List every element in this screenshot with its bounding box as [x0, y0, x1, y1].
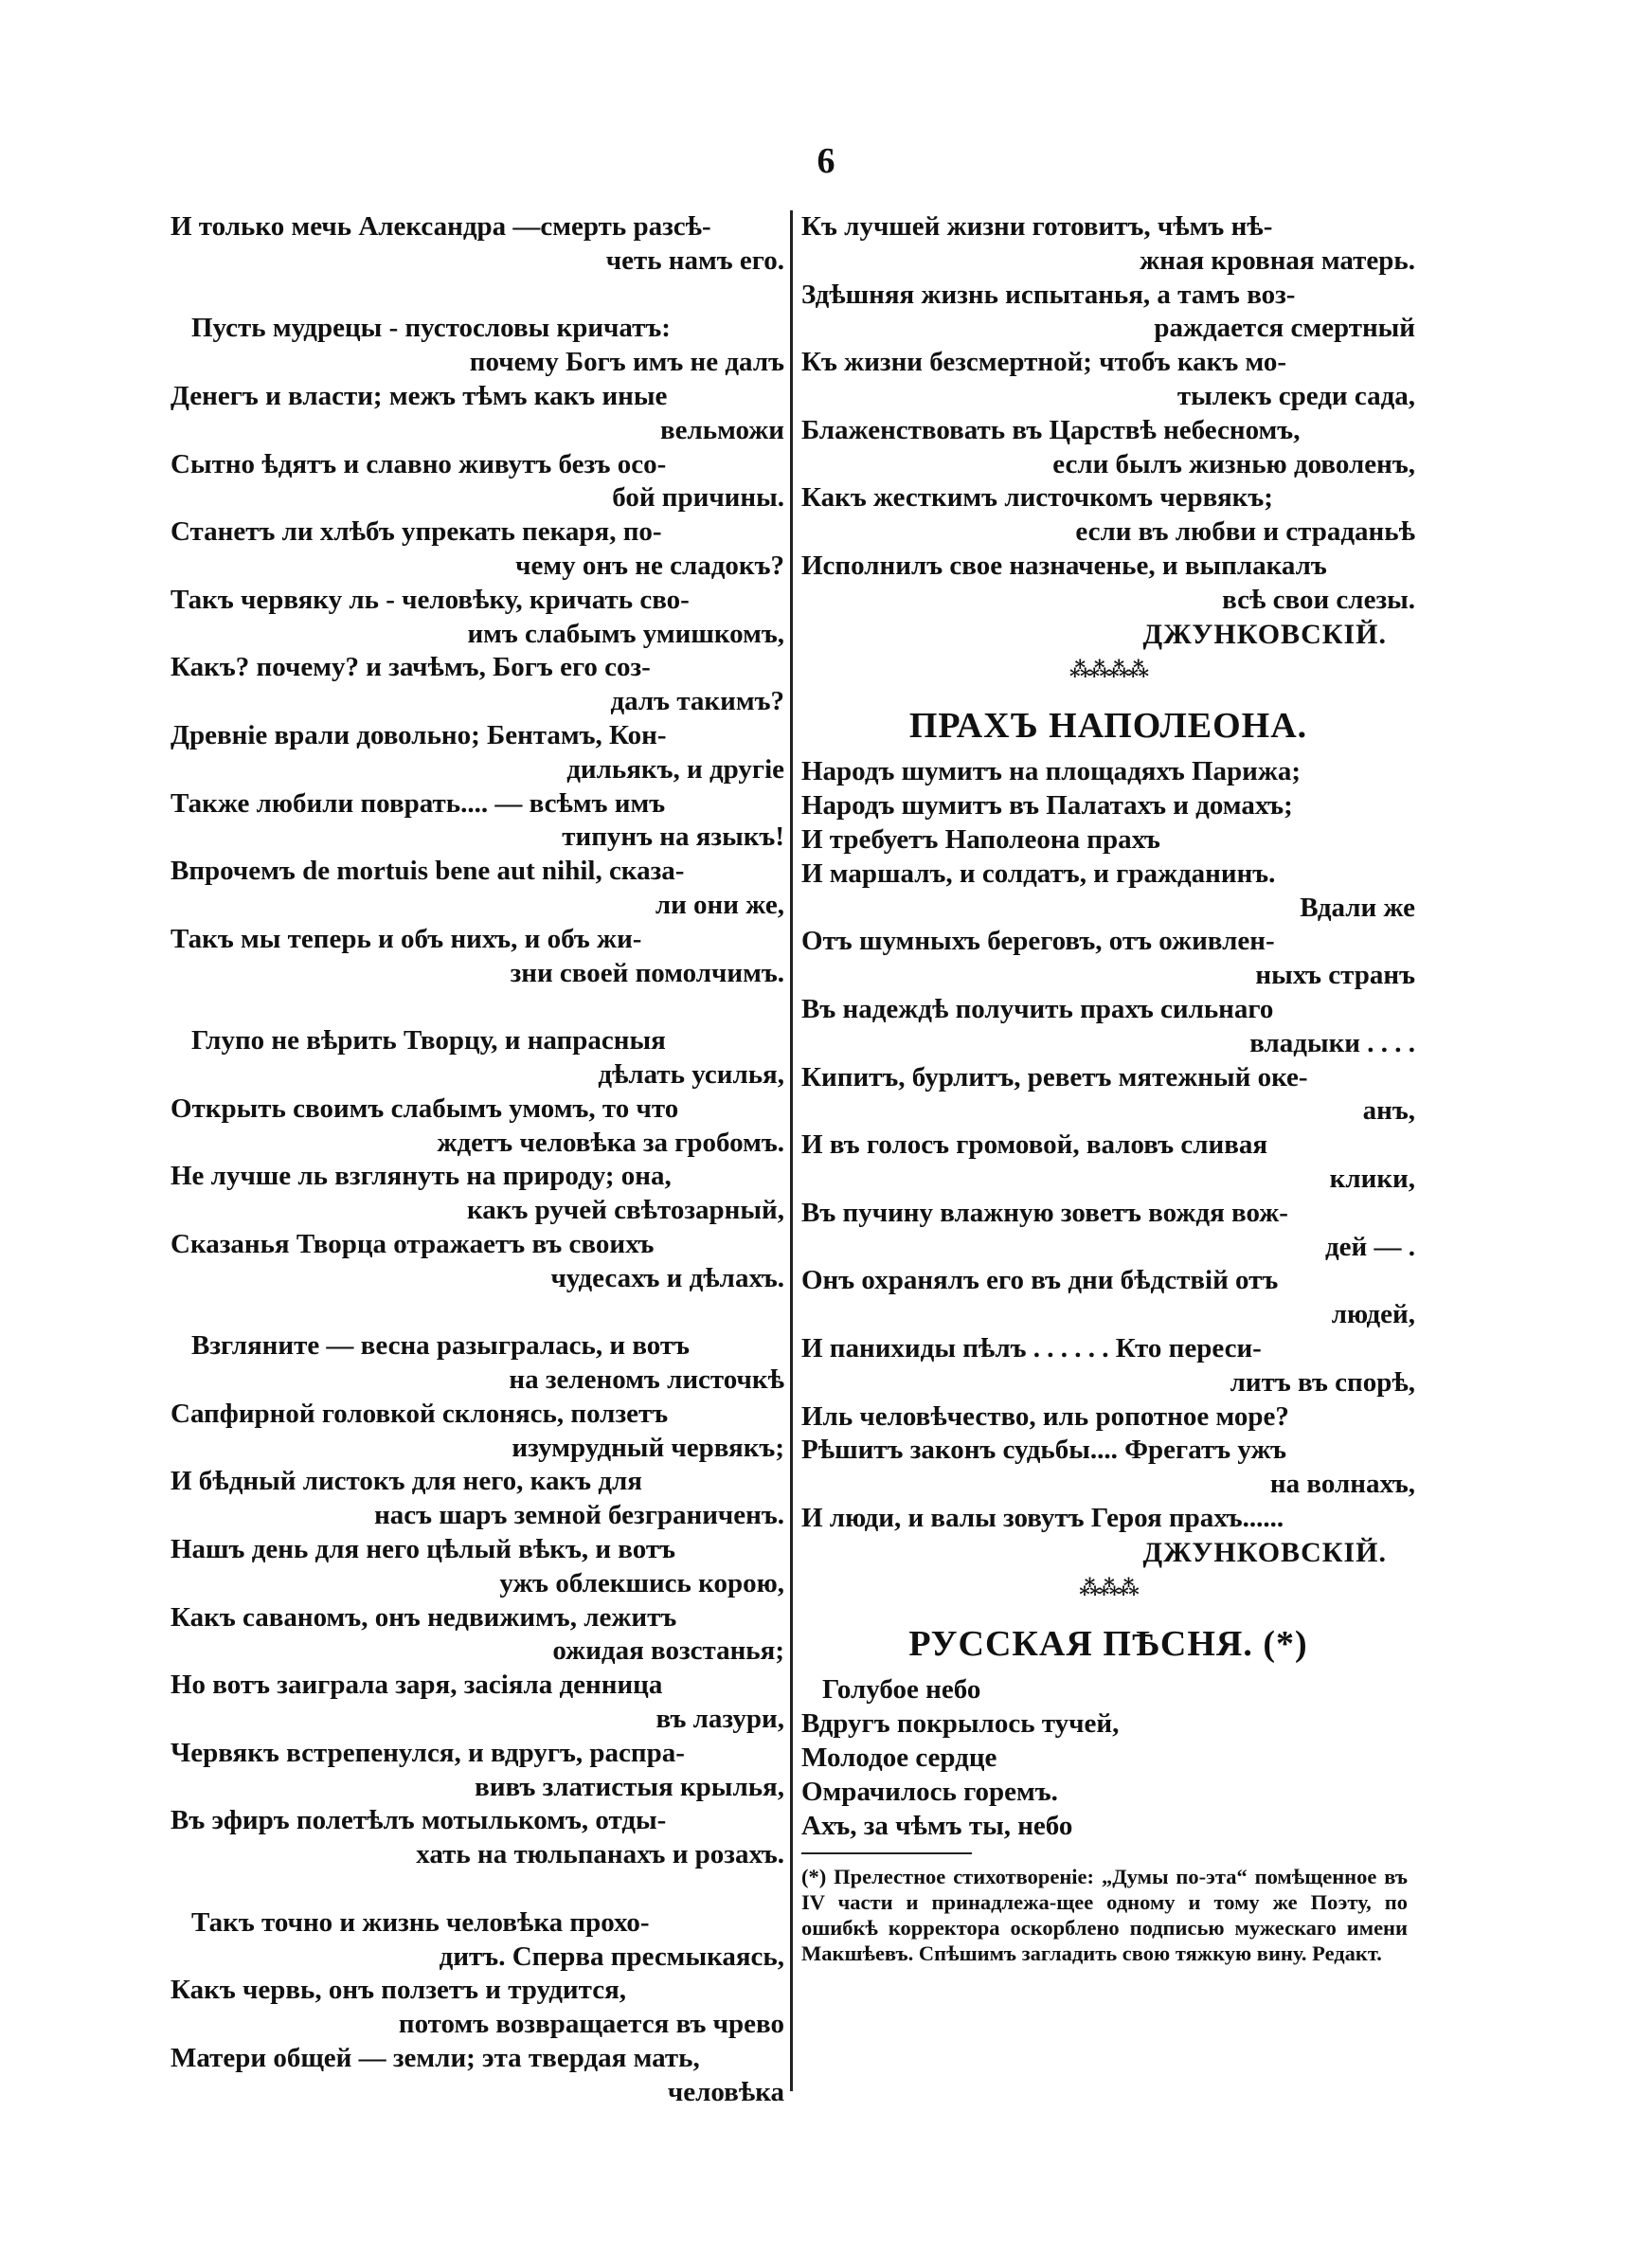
- verse-line: Матери общей — земли; эта твердая мать,: [171, 2043, 700, 2074]
- verse-line: раждается смертный: [1154, 313, 1415, 344]
- verse-line: Къ жизни безсмертной; чтобъ какъ мо-: [801, 347, 1287, 378]
- verse-line: ужъ облекшись корою,: [499, 1567, 784, 1598]
- stanza-gap: [171, 1872, 784, 1906]
- verse-line: дей — .: [1324, 1231, 1415, 1262]
- verse-line: Такъ червяку ль - человѣку, кричать сво-: [171, 584, 690, 615]
- verse-line: Глупо не вѣрить Творцу, и напрасныя: [191, 1025, 666, 1056]
- verse-line: Въ эфиръ полетѣлъ мотылькомъ, отды-: [171, 1805, 667, 1836]
- verse-line: Какъ? почему? и зачѣмъ, Богъ его соз-: [171, 652, 651, 683]
- verse-line: Взгляните — весна разыгралась, и вотъ: [191, 1330, 691, 1362]
- verse-line: типунъ на языкъ!: [562, 822, 784, 853]
- verse-line: ли они же,: [655, 889, 784, 920]
- verse-line: Какъ жесткимъ листочкомъ червякъ;: [801, 482, 1273, 514]
- verse-line: анъ,: [1362, 1095, 1415, 1127]
- verse-line: И панихиды пѣлъ . . . . . . Кто переси-: [801, 1332, 1262, 1363]
- verse-line: дитъ. Сперва пресмыкаясь,: [439, 1941, 784, 1972]
- poem-ending: [801, 210, 1415, 618]
- verse-line: Открыть своимъ слабымъ умомъ, то что: [171, 1092, 679, 1124]
- verse-line: Исполнилъ свое назначенье, и выплакалъ: [801, 550, 1327, 581]
- verse-line: Сытно ѣдятъ и славно живутъ безъ осо-: [171, 448, 667, 479]
- right-column: [801, 210, 1415, 1966]
- ornament-divider: ⁂⁂⁂⁂: [1068, 658, 1148, 682]
- verse-line: Пусть мудрецы - пустословы кричатъ:: [191, 313, 671, 344]
- verse-line: Такъ точно и жизнь человѣка прохо-: [191, 1906, 650, 1938]
- verse-line: почему Богъ имъ не далъ: [469, 347, 784, 378]
- verse-line: И только мечь Александра —смерть разсѣ-: [171, 211, 711, 242]
- verse-line: владыки . . . .: [1249, 1027, 1415, 1058]
- verse-line: Кипитъ, бурлитъ, реветъ мятежный оке-: [801, 1061, 1308, 1092]
- verse-line: Народъ шумитъ на площадяхъ Парижа;: [801, 756, 1302, 787]
- ornament-divider: ⁂⁂⁂: [1079, 1576, 1138, 1600]
- verse-line: жная кровная матерь.: [1140, 244, 1415, 276]
- verse-line: чему онъ не сладокъ?: [515, 550, 784, 581]
- verse-line: Но вотъ заиграла заря, засіяла денница: [171, 1670, 663, 1701]
- column-divider: [790, 210, 793, 2091]
- verse-line: всѣ свои слезы.: [1222, 584, 1415, 615]
- verse-line: И маршалъ, и солдатъ, и гражданинъ.: [801, 858, 1276, 889]
- verse-line: И люди, и валы зовутъ Героя прахъ......: [801, 1502, 1284, 1533]
- verse-line: зни своей помолчимъ.: [510, 957, 784, 988]
- verse-line: Не лучше ль взглянуть на природу; она,: [171, 1161, 672, 1192]
- verse-line: Блаженствовать въ Царствѣ небесномъ,: [801, 414, 1301, 445]
- verse-line: Также любили поврать.... — всѣмъ имъ: [171, 787, 666, 819]
- verse-line: Древніе врали довольно; Бентамъ, Кон-: [171, 719, 667, 750]
- signature: ДЖУНКОВСКІЙ.: [1142, 618, 1387, 650]
- verse-line: Станетъ ли хлѣбъ упрекать пекаря, по-: [171, 516, 662, 548]
- verse-line: бой причины.: [612, 482, 784, 514]
- verse-line: Онъ охранялъ его въ дни бѣдствій отъ: [801, 1265, 1279, 1296]
- verse-line: Денегъ и власти; межъ тѣмъ какъ иные: [171, 380, 668, 411]
- verse-line: Омрачилось горемъ.: [801, 1776, 1058, 1807]
- verse-line: если въ любви и страданьѣ: [1075, 516, 1415, 548]
- verse-line: Червякъ встрепенулся, и вдругъ, распра-: [171, 1737, 685, 1768]
- verse-line: клики,: [1329, 1163, 1415, 1194]
- left-column: [171, 210, 784, 2110]
- verse-line: Рѣшитъ законъ судьбы.... Фрегатъ ужъ: [801, 1435, 1287, 1466]
- verse-line: Въ пучину влажную зоветъ вождя вож-: [801, 1197, 1288, 1228]
- verse-line: Ахъ, за чѣмъ ты, небо: [801, 1810, 1073, 1841]
- verse-line: имъ слабымъ умишкомъ,: [467, 618, 784, 649]
- page-number: 6: [817, 141, 835, 181]
- verse-line: ждетъ человѣка за гробомъ.: [437, 1127, 784, 1158]
- verse-line: если былъ жизнью доволенъ,: [1052, 448, 1415, 479]
- verse-line: И въ голосъ громовой, валовъ сливая: [801, 1129, 1268, 1161]
- verse-line: какъ ручей свѣтозарный,: [467, 1195, 784, 1226]
- russian-song: [801, 1673, 1415, 1843]
- footnote: (*) Прелестное стихотвореніе: „Думы по-эта“ помѣщенное въ IV части и принадлежа-щее одному и тому же Поэту, по ошибкѣ корректора оскорблено подписью мужескаго имени Макшѣевъ. Спѣшимъ загладить свою тяжкую вину. Редакт.: [801, 1865, 1408, 1966]
- poem-title: ПРАХЪ НАПОЛЕОНА.: [908, 706, 1308, 747]
- stanza-gap: [171, 279, 784, 313]
- verse-line: вивъ златистыя крылья,: [475, 1771, 784, 1802]
- verse-line: И требуетъ Наполеона прахъ: [801, 823, 1160, 855]
- verse-line: Въ надеждѣ получить прахъ сильнаго: [801, 993, 1274, 1024]
- verse-line: И бѣдный листокъ для него, какъ для: [171, 1466, 642, 1497]
- stanza-gap: [171, 1296, 784, 1330]
- verse-line: Сапфирной головкой склонясь, ползетъ: [171, 1398, 669, 1429]
- verse-line: насъ шаръ земной безграниченъ.: [374, 1500, 784, 1531]
- verse-line: ожидая возстанья;: [552, 1635, 784, 1667]
- verse-line: Нашъ день для него цѣлый вѣкъ, и вотъ: [171, 1534, 676, 1565]
- footnote-rule: [801, 1852, 972, 1854]
- verse-line: тылекъ среди сада,: [1176, 380, 1415, 411]
- verse-line: Молодое сердце: [801, 1742, 997, 1774]
- verse-line: Вдали же: [1300, 892, 1415, 923]
- verse-line: Какъ червь, онъ ползетъ и трудится,: [171, 1975, 627, 2006]
- verse-line: Къ лучшей жизни готовитъ, чѣмъ нѣ-: [801, 211, 1273, 242]
- verse-line: дѣлать усилья,: [598, 1058, 784, 1090]
- verse-line: далъ такимъ?: [610, 686, 784, 717]
- verse-line: на зеленомъ листочкѣ: [509, 1364, 784, 1396]
- verse-line: Такъ мы теперь и объ нихъ, и объ жи-: [171, 923, 642, 954]
- verse-line: ныхъ странъ: [1255, 960, 1415, 991]
- verse-line: на волнахъ,: [1269, 1469, 1415, 1500]
- verse-line: хать на тюльпанахъ и розахъ.: [416, 1839, 784, 1870]
- poem-title: РУССКАЯ ПѢСНЯ. (*): [908, 1624, 1308, 1665]
- verse-line: вельможи: [659, 414, 784, 445]
- verse-line: литъ въ спорѣ,: [1230, 1366, 1415, 1398]
- verse-line: четь намъ его.: [605, 244, 784, 276]
- verse-line: человѣка: [667, 2076, 784, 2107]
- verse-line: Какъ саваномъ, онъ недвижимъ, лежитъ: [171, 1601, 677, 1633]
- verse-line: дильякъ, и другіе: [566, 753, 784, 785]
- verse-line: въ лазури,: [655, 1704, 784, 1735]
- verse-line: чудесахъ и дѣлахъ.: [550, 1262, 784, 1293]
- verse-line: Голубое небо: [822, 1674, 981, 1706]
- signature: ДЖУНКОВСКІЙ.: [1142, 1536, 1387, 1568]
- verse-line: Вдругъ покрылось тучей,: [801, 1708, 1120, 1740]
- verse-line: потомъ возвращается въ чрево: [398, 2009, 784, 2040]
- verse-line: людей,: [1331, 1299, 1415, 1330]
- verse-line: Впрочемъ de mortuis bene aut nihil, сказа-: [171, 856, 685, 887]
- stanza-gap: [171, 990, 784, 1024]
- verse-line: Сказанья Творца отражаетъ въ своихъ: [171, 1228, 655, 1259]
- verse-line: Здѣшняя жизнь испытанья, а тамъ воз-: [801, 279, 1296, 310]
- verse-line: Иль человѣчество, иль ропотное море?: [801, 1400, 1289, 1432]
- verse-line: Народъ шумитъ въ Палатахъ и домахъ;: [801, 790, 1293, 822]
- verse-line: изумрудный червякъ;: [512, 1432, 784, 1463]
- poem-napoleon: [801, 755, 1415, 1535]
- verse-line: Отъ шумныхъ береговъ, отъ оживлен-: [801, 926, 1275, 957]
